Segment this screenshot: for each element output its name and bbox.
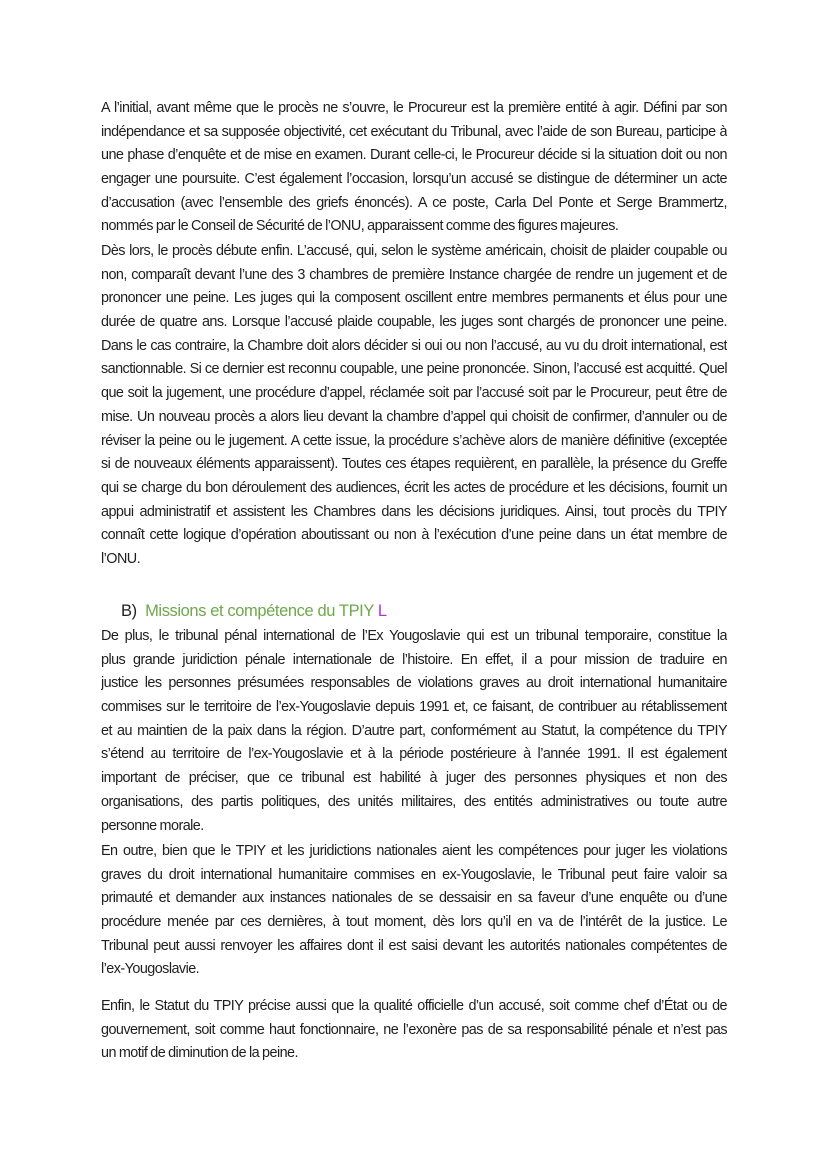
text-line: appui administratif et assistent les Chambres dans les décisions juridiques. Ainsi, tout procès du TPIY — [101, 503, 727, 520]
text-line: d’accusation (avec l’ensemble des griefs énoncés). A ce poste, Carla Del Ponte et Serge Brammertz, — [101, 194, 727, 211]
text-line: engager une poursuite. C’est également l’occasion, lorsqu’un accusé se distingue de déterminer un acte — [101, 171, 727, 188]
heading-title: Missions et compétence du TPIY — [145, 602, 374, 620]
text-line: En outre, bien que le TPIY et les juridictions nationales aient les compétences pour juger les violations — [101, 843, 727, 859]
paragraph-procureur — [101, 97, 727, 239]
text-line: que soit la jugement, une procédure d’appel, réclamée soit par l’accusé soit par le Procureur, peut être de — [101, 385, 727, 402]
text-line: l’ex-Yougoslavie. — [101, 961, 200, 978]
text-line: connaît cette logique d’opération aboutissant ou non à l’exécution d’une peine dans un état membre de — [101, 527, 727, 544]
text-line: A l’initial, avant même que le procès ne s’ouvre, le Procureur est la première entité à agir. Défini par son — [101, 100, 727, 116]
text-line: graves du droit international humanitaire commises en ex-Yougoslavie, le Tribunal peut faire valoir sa — [101, 866, 727, 883]
section-heading — [121, 599, 387, 623]
text-line: nommés par le Conseil de Sécurité de l’ONU, apparaissent comme des figures majeures. — [101, 218, 619, 235]
text-line: De plus, le tribunal pénal international de l’Ex Yougoslavie qui est un tribunal temporaire, constitue la — [101, 628, 727, 644]
text-line: indépendance et sa supposée objectivité, cet exécutant du Tribunal, avec l’aide de son Bureau, participe à — [101, 123, 727, 140]
text-line: l’ONU. — [101, 550, 141, 567]
text-line: commises sur le territoire de l’ex-Yougoslavie depuis 1991 et, ce faisant, de contribuer au rétablissement — [101, 699, 727, 716]
text-line: prononcer une peine. Les juges qui la composent oscillent entre membres permanents et élus pour une — [101, 290, 727, 307]
text-line: important de préciser, que ce tribunal est habilité à juger des personnes physiques et non des — [101, 770, 727, 787]
text-line: gouvernement, soit comme haut fonctionnaire, ne l’exonère pas de sa responsabilité pénale et n’est pas — [101, 1021, 727, 1038]
paragraph-primaute — [101, 840, 727, 982]
text-line: si de nouveaux éléments apparaissent). Toutes ces étapes requièrent, en parallèle, la présence du Greffe — [101, 456, 727, 473]
text-line: s’étend au territoire de l’ex-Yougoslavie et à la période postérieure à l’année 1991. Il est également — [101, 746, 727, 763]
text-line: mise. Un nouveau procès a alors lieu devant la chambre d’appel qui choisit de confirmer, d’annuler ou de — [101, 408, 727, 425]
heading-number: B) — [121, 602, 137, 620]
text-line: réviser la peine ou le jugement. A cette issue, la procédure s’achève alors de manière définitive (exceptée — [101, 432, 727, 449]
text-line: justice les personnes présumées responsables de violations graves au droit international humanitaire — [101, 675, 727, 692]
text-line: primauté et demander aux instances nationales de se dessaisir en sa faveur d’une enquête ou d’une — [101, 890, 727, 907]
text-line: personne morale. — [101, 817, 204, 834]
text-line: et au maintien de la paix dans la région. D’autre part, conformément au Statut, la compétence du TPIY — [101, 722, 727, 739]
text-line: procédure menée par ces dernières, à tout moment, dès lors qu’il en va de l’intérêt de la justice. Le — [101, 914, 727, 931]
text-line: qui se charge du bon déroulement des audiences, écrit les actes de procédure et les décisions, fournit un — [101, 479, 727, 496]
text-line: un motif de diminution de la peine. — [101, 1045, 298, 1062]
text-line: organisations, des partis politiques, des unités militaires, des entités administratives ou toute autre — [101, 793, 727, 810]
text-line: durée de quatre ans. Lorsque l’accusé plaide coupable, les juges sont chargés de prononcer une peine. — [101, 314, 727, 331]
text-line: plus grande juridiction pénale internationale de l’histoire. En effet, il a pour mission de traduire en — [101, 651, 727, 668]
text-line: une phase d’enquête et de mise en examen. Durant celle-ci, le Procureur décide si la situation doit ou non — [101, 147, 727, 164]
text-line: non, comparaît devant l’une des 3 chambres de première Instance chargée de rendre un jugement et de — [101, 266, 727, 283]
paragraph-statut — [101, 995, 727, 1066]
paragraph-missions — [101, 625, 727, 838]
text-line: Dès lors, le procès débute enfin. L’accusé, qui, selon le système américain, choisit de plaider coupable ou — [101, 243, 727, 259]
paragraph-proces — [101, 240, 727, 572]
heading-marker: L — [377, 602, 387, 620]
text-line: sanctionnable. Si ce dernier est reconnu coupable, une peine prononcée. Sinon, l’accusé est acquitté. Quel — [101, 361, 727, 378]
text-line: Tribunal peut aussi renvoyer les affaires dont il est saisi devant les autorités nationales compétentes de — [101, 937, 727, 954]
text-line: Enfin, le Statut du TPIY précise aussi que la qualité officielle d’un accusé, soit comme chef d’État ou de — [101, 998, 727, 1014]
text-line: Dans le cas contraire, la Chambre doit alors décider si oui ou non l’accusé, au vu du droit international, est — [101, 337, 727, 354]
